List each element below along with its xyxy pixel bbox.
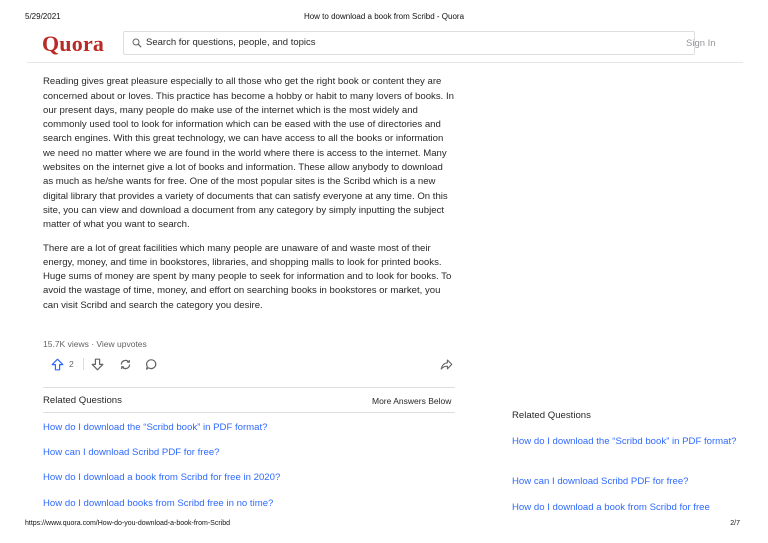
comment-button[interactable]	[145, 356, 158, 372]
sidebar-related-question-link[interactable]: How do I download the “Scribd book” in PDF format?	[512, 436, 737, 447]
related-question-link[interactable]: How can I download Scribd PDF for free?	[43, 447, 220, 458]
print-page-number: 2/7	[730, 520, 740, 527]
answer-paragraph: Reading gives great pleasure especially to all those who get the right book or content they are concerned about or loves. This practice has become a hobby or habit to many lovers of books. In our present days, many people do make use of the internet which is the most widely and commonly used tool to look for information which can be eased with the use of directories and search engines. With this great technology, we can have access to all the books or information we need no matter where we are found in the world where there is access to the internet. Many websites on the internet give a lot of books and information. These allow anybody to download as much as he/she wants for free. One of the most popular sites is the Scribd which is a new digital library that provides a variety of documents that can satisfy everyone at any time. On this site, you can view and download a document from any category by simply inputting the subject matter of what you want to search.	[43, 76, 454, 231]
related-question-link[interactable]: How do I download a book from Scribd for free in 2020?	[43, 472, 281, 483]
search-box[interactable]	[123, 31, 695, 55]
sidebar-related-question-link[interactable]: How do I download a book from Scribd for free	[512, 502, 710, 513]
upvote-button[interactable]	[51, 356, 74, 372]
answer-stats[interactable]: 15.7K views · View upvotes	[43, 339, 147, 349]
related-question-link[interactable]: How do I download books from Scribd free in no time?	[43, 498, 274, 509]
sidebar-related-question-link[interactable]: How can I download Scribd PDF for free?	[512, 476, 689, 487]
print-title: How to download a book from Scribd - Quora	[303, 12, 465, 21]
downvote-button[interactable]	[91, 356, 104, 372]
search-icon	[132, 38, 142, 48]
print-url: https://www.quora.com/How-do-you-download-a-book-from-Scribd	[25, 520, 231, 527]
print-date: 5/29/2021	[25, 12, 61, 21]
sidebar-related-questions-heading: Related Questions	[512, 410, 591, 421]
reshare-icon	[119, 358, 132, 371]
comment-icon	[145, 358, 158, 371]
related-question-link[interactable]: How do I download the “Scribd book” in PDF format?	[43, 422, 268, 433]
divider	[43, 387, 455, 388]
downvote-icon	[91, 358, 104, 371]
site-header	[27, 26, 743, 63]
share-button[interactable]	[440, 356, 453, 372]
divider	[43, 412, 455, 413]
answer-body	[43, 52, 455, 322]
sign-in-link[interactable]: Sign In	[686, 38, 716, 49]
reshare-button[interactable]	[119, 356, 132, 372]
share-icon	[440, 358, 453, 371]
related-questions-heading: Related Questions	[43, 395, 122, 406]
search-input[interactable]	[146, 34, 676, 51]
upvote-count: 2	[69, 359, 74, 369]
more-answers-below-label: More Answers Below	[372, 396, 452, 406]
quora-logo[interactable]: Quora	[42, 31, 105, 56]
action-divider	[83, 358, 84, 370]
answer-paragraph: There are a lot of great facilities which many people are unaware of and waste most of their energy, money, and time in bookstores, libraries, and shopping malls to look for printed books. Huge sums of money are spent by many people to seek for information and to look for books. To avoid the wastage of time, money, and effort on searching books in bookstores or market, you can visit Scribd and search the category you desire.	[43, 242, 452, 311]
upvote-icon	[51, 358, 64, 371]
answer-action-bar	[43, 356, 455, 374]
